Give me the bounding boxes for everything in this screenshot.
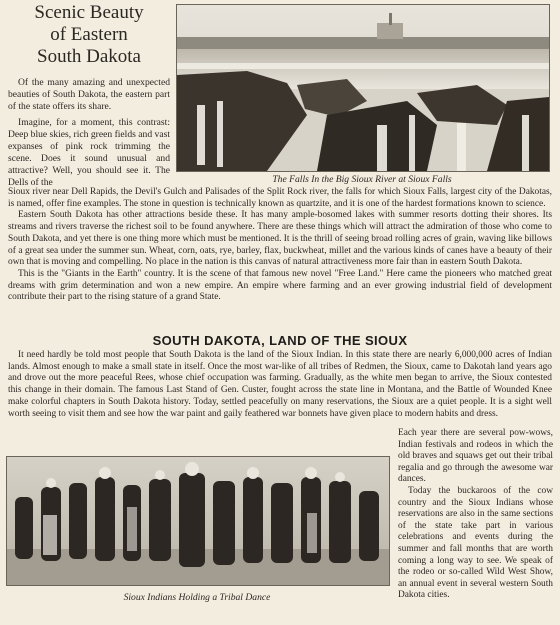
body-paragraph: Sioux river near Dell Rapids, the Devil's Gulch and Palisades of the Split Rock river, the falls for which Sioux Falls, largest city of the Dakotas, is named, offer fine examples. The stone in question is technically known as quartzite, and it is one of the hardest formations known to science. — [8, 187, 552, 209]
side-column-text — [398, 428, 553, 602]
side-paragraph: Today the buckaroos of the cow country and the Sioux Indians whose reservations are also in the same sections of the state take part in various celebrations and events during the summer and fall months that are worth coming a long way to see. We speak of the rodeo or so-called Wild West Show, an annual event in several western South Dakota cities. — [398, 485, 553, 601]
page-title — [8, 2, 170, 68]
tribal-dance-caption: Sioux Indians Holding a Tribal Dance — [123, 592, 271, 603]
body-paragraph: It need hardly be told most people that South Dakota is the land of the Sioux Indian. In this state there are nearly 6,000,000 acres of Indian lands. Almost enough to make a small state in itself. Once the most war-like of all tribes of Redmen, the Sioux, came to Dakotah land years ago and drove out the more peaceful Rees, whose chief occupation was farming. Gradually, as the white men began to arrive, the Sioux contested this change in their domain. The famous Last Stand of Gen. Custer, fought across the state line in Montana, and the Battle of Wounded Knee make colorful chapters in South Dakota history. Today, settled peacefully on many reservations, the Sioux are a quiet people. It is a sight well worth seeing to visit them and see how the war paint and gaily feathered war bonnets have given place to modern habits and dress. — [8, 350, 552, 419]
side-paragraph: Each year there are several pow-wows, Indian festivals and rodeos in which the old braves and squaws get out their tribal regalia and go through the awesome war dances. — [398, 428, 553, 485]
intro-text — [8, 77, 170, 193]
falls-photo-caption: The Falls In the Big Sioux River at Sioux Falls — [272, 174, 452, 185]
body-text-lower — [8, 350, 552, 420]
falls-photo — [176, 4, 550, 172]
section-heading: SOUTH DAKOTA, LAND OF THE SIOUX — [152, 333, 408, 348]
intro-paragraph: Of the many amazing and unexpected beauties of South Dakota, the eastern part of the state offers its share. — [8, 77, 170, 112]
title-line-2: of Eastern — [50, 24, 128, 45]
body-paragraph: Eastern South Dakota has other attractions beside these. It has many ample-bosomed lakes with summer resorts dotting their shores. Its streams and rivers traverse the richest soil to be found anywhere. There are these things which will attract the admiration of those who come to South Dakota, and yet there is one thing more which must be mentioned. It is the thrill of seeing broad rolling acres of grain, waving like billows of a great sea under the summer sun. Wheat, corn, oats, rye, barley, flax, buckwheat, millet and the various kinds of canes have a beauty of their own that is moving and compelling. No place in the nation is this canvas of natural attractiveness more fair than in eastern South Dakota. — [8, 210, 552, 268]
tribal-dance-photo — [6, 456, 390, 586]
body-text-upper — [8, 187, 552, 304]
body-paragraph: This is the "Giants in the Earth" country. It is the scene of that famous new novel "Free Land." Here came the pioneers who matched great dreams with grim determination and won a new empire. An empire where farming and an ever growing industrial field of development contribute their part to the rising stature of a grand State. — [8, 268, 552, 303]
title-line-1: Scenic Beauty — [34, 2, 144, 23]
intro-paragraph: Imagine, for a moment, this contrast: Deep blue skies, rich green fields and vast expanses of pink rock trimming the scene. Does it sound unusual and attractive? Well, you should see it. The Dells of the — [8, 117, 170, 188]
title-line-3: South Dakota — [37, 46, 141, 67]
